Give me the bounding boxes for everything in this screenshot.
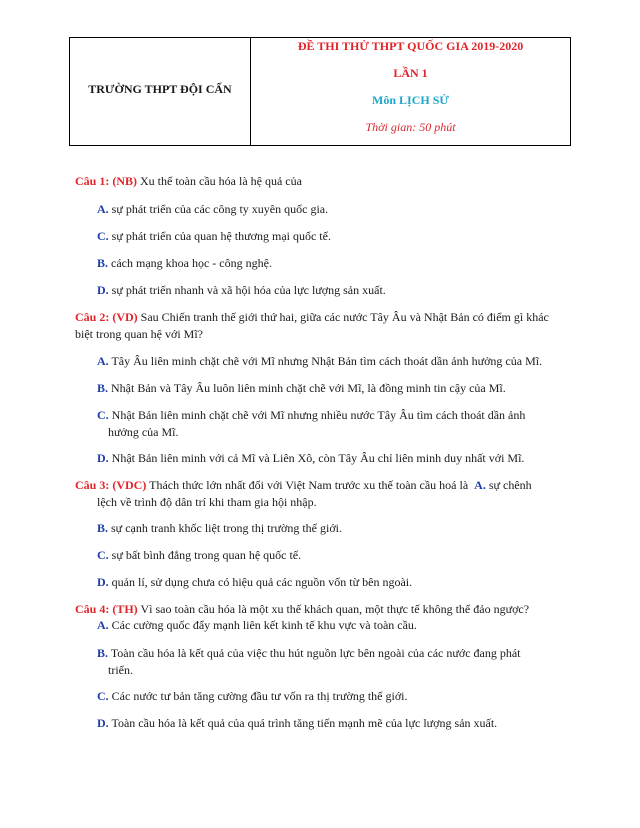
question-text: Xu thế toàn cầu hóa là hệ quả của bbox=[140, 174, 302, 188]
option-label: B. bbox=[97, 256, 109, 270]
exam-title: ĐỀ THI THỬ THPT QUỐC GIA 2019-2020 bbox=[297, 39, 524, 53]
option-label: D. bbox=[97, 575, 109, 589]
option-1b bbox=[97, 255, 567, 272]
option-text: sự bất bình đẳng trong quan hệ quốc tế. bbox=[111, 548, 302, 562]
option-text: Nhật Bản liên minh với cả Mĩ và Liên Xô, còn Tây Âu chỉ liên minh duy nhất với Mĩ. bbox=[111, 451, 525, 465]
option-label: A. bbox=[97, 354, 109, 368]
option-4c bbox=[97, 688, 567, 705]
option-text: Các nước tư bản tăng cường đầu tư vốn ra thị trường thế giới. bbox=[111, 689, 408, 703]
question-2 bbox=[75, 309, 555, 343]
option-label: B. bbox=[97, 521, 109, 535]
option-2b bbox=[97, 380, 567, 397]
option-text: Nhật Bản và Tây Âu luôn liên minh chặt chẽ với Mĩ, là đồng minh tin cậy của Mĩ. bbox=[111, 381, 506, 395]
option-text-continued: lệch về trình độ dân trí khi tham gia hội nhập. bbox=[97, 495, 317, 509]
question-3 bbox=[75, 477, 565, 511]
question-1 bbox=[75, 173, 575, 190]
option-1a bbox=[97, 201, 567, 218]
option-3c bbox=[97, 547, 567, 564]
option-3b bbox=[97, 520, 567, 537]
option-label: D. bbox=[97, 283, 109, 297]
question-number: Câu 4: bbox=[75, 602, 110, 616]
question-level: (VDC) bbox=[112, 478, 147, 492]
question-text: Sau Chiến tranh thế giới thứ hai, giữa các nước Tây Âu và Nhật Bản có điểm gì khác biệt trong quan hệ với Mĩ? bbox=[75, 310, 549, 341]
option-4a bbox=[97, 617, 567, 634]
option-label: C. bbox=[97, 689, 109, 703]
option-text: sự phát triển nhanh và xã hội hóa của lực lượng sản xuất. bbox=[111, 283, 386, 297]
option-1d bbox=[97, 282, 567, 299]
option-label: B. bbox=[97, 381, 109, 395]
option-4b bbox=[97, 645, 567, 679]
question-level: (NB) bbox=[112, 174, 138, 188]
question-level: (VD) bbox=[112, 310, 138, 324]
option-3d bbox=[97, 574, 567, 591]
question-text: Thách thức lớn nhất đối với Việt Nam trước xu thế toàn cầu hoá là bbox=[149, 478, 469, 492]
option-text: Các cường quốc đẩy mạnh liên kết kinh tế khu vực và toàn cầu. bbox=[111, 618, 417, 632]
option-text: quản lí, sử dụng chưa có hiệu quả các nguồn vốn từ bên ngoài. bbox=[111, 575, 413, 589]
question-level: (TH) bbox=[112, 602, 138, 616]
option-label: A. bbox=[97, 202, 109, 216]
option-text-continued: triển. bbox=[108, 663, 133, 677]
option-2a bbox=[97, 353, 567, 370]
option-2c bbox=[97, 407, 567, 441]
exam-subject: Môn LỊCH SỬ bbox=[372, 93, 449, 107]
question-number: Câu 3: bbox=[75, 478, 110, 492]
option-text: Tây Âu liên minh chặt chẽ với Mĩ nhưng Nhật Bản tìm cách thoát dần ảnh hưởng của Mĩ. bbox=[111, 354, 543, 368]
option-label: D. bbox=[97, 451, 109, 465]
option-text: Toàn cầu hóa là kết quả của quá trình tăng tiến mạnh mẽ của lực lượng sản xuất. bbox=[111, 716, 498, 730]
school-name: TRƯỜNG THPT ĐỘI CẤN bbox=[88, 82, 232, 96]
option-text: sự chênh bbox=[488, 478, 532, 492]
exam-time: Thời gian: 50 phút bbox=[365, 120, 456, 134]
option-label: C. bbox=[97, 229, 109, 243]
option-text: cách mạng khoa học - công nghệ. bbox=[111, 256, 272, 270]
option-label: B. bbox=[97, 646, 109, 660]
question-number: Câu 1: bbox=[75, 174, 110, 188]
option-label: C. bbox=[97, 548, 109, 562]
option-text: Toàn cầu hóa là kết quả của việc thu hút nguồn lực bên ngoài của các nước đang phát bbox=[110, 646, 521, 660]
option-text-continued: hưởng của Mĩ. bbox=[108, 425, 179, 439]
question-4 bbox=[75, 601, 575, 618]
question-text: Vì sao toàn cầu hóa là một xu thế khách quan, một thực tế không thể đảo ngược? bbox=[140, 602, 530, 616]
option-1c bbox=[97, 228, 567, 245]
option-text: sự phát triển của các công ty xuyên quốc gia. bbox=[111, 202, 329, 216]
option-label: A. bbox=[474, 478, 486, 492]
option-text: sự phát triển của quan hệ thương mại quốc tế. bbox=[111, 229, 331, 243]
option-label: A. bbox=[97, 618, 109, 632]
option-label: D. bbox=[97, 716, 109, 730]
option-text: sự cạnh tranh khốc liệt trong thị trường thế giới. bbox=[111, 521, 343, 535]
question-number: Câu 2: bbox=[75, 310, 110, 324]
option-2d bbox=[97, 450, 567, 467]
option-text: Nhật Bản liên minh chặt chẽ với Mĩ nhưng nhiều nước Tây Âu tìm cách thoát dần ảnh bbox=[111, 408, 526, 422]
option-4d bbox=[97, 715, 567, 732]
exam-attempt: LẦN 1 bbox=[393, 66, 428, 80]
option-label: C. bbox=[97, 408, 109, 422]
